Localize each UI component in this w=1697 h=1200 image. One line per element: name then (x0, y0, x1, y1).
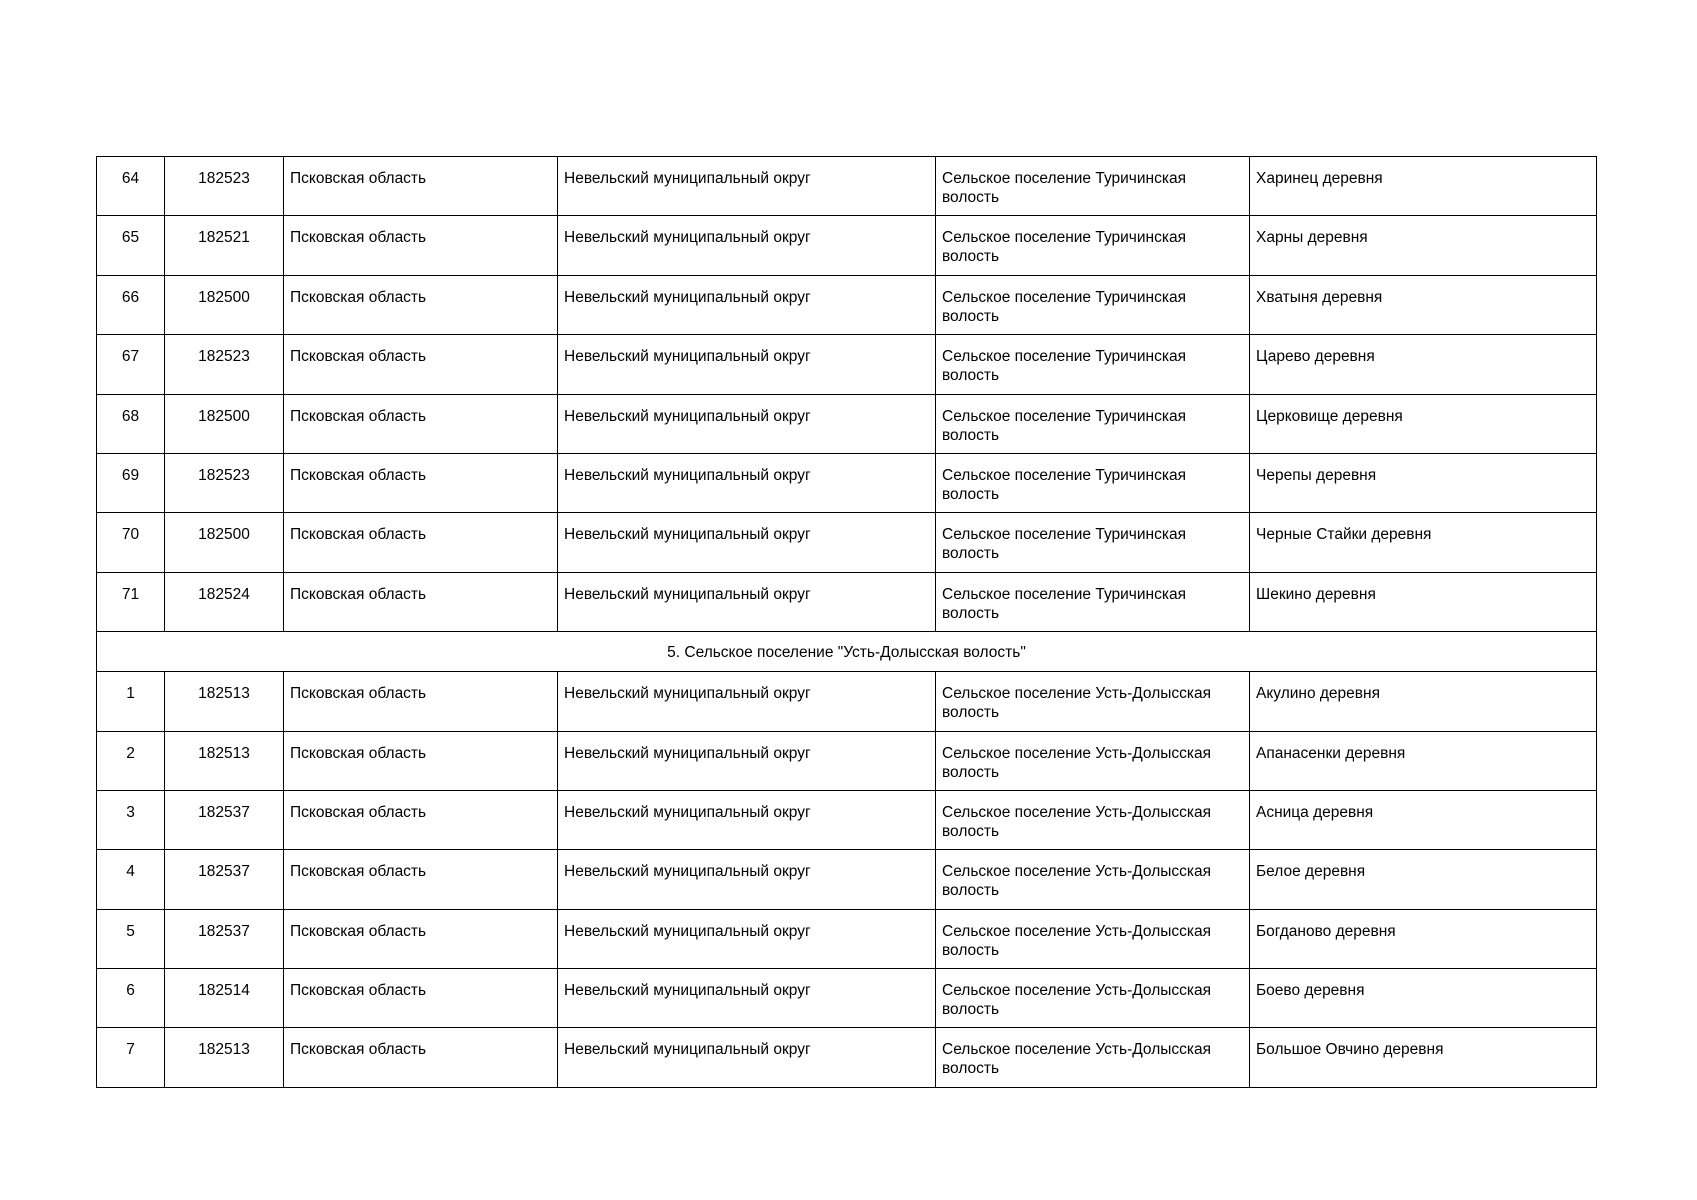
cell-code: 182500 (165, 275, 284, 334)
cell-num: 65 (97, 216, 165, 275)
cell-num: 69 (97, 453, 165, 512)
cell-settlement: Сельское поселение Туричинская волость (936, 335, 1250, 394)
table-row (97, 1028, 1597, 1087)
cell-locality: Харинец деревня (1250, 157, 1597, 216)
cell-code: 182513 (165, 1028, 284, 1087)
cell-region: Псковская область (284, 453, 558, 512)
cell-num: 1 (97, 672, 165, 731)
cell-region: Псковская область (284, 275, 558, 334)
table-body (97, 157, 1597, 1088)
cell-locality: Боево деревня (1250, 969, 1597, 1028)
cell-locality: Хватыня деревня (1250, 275, 1597, 334)
locality-table (96, 156, 1597, 1088)
cell-locality: Черные Стайки деревня (1250, 513, 1597, 572)
cell-district: Невельский муниципальный округ (558, 790, 936, 849)
cell-settlement: Сельское поселение Туричинская волость (936, 216, 1250, 275)
section-heading-row (97, 632, 1597, 672)
cell-district: Невельский муниципальный округ (558, 275, 936, 334)
cell-district: Невельский муниципальный округ (558, 969, 936, 1028)
table-row (97, 572, 1597, 631)
cell-locality: Апанасенки деревня (1250, 731, 1597, 790)
cell-locality: Шекино деревня (1250, 572, 1597, 631)
cell-code: 182537 (165, 909, 284, 968)
cell-settlement: Сельское поселение Усть-Долысская волость (936, 850, 1250, 909)
cell-district: Невельский муниципальный округ (558, 335, 936, 394)
cell-locality: Царево деревня (1250, 335, 1597, 394)
cell-region: Псковская область (284, 335, 558, 394)
cell-settlement: Сельское поселение Усть-Долысская волость (936, 969, 1250, 1028)
cell-code: 182523 (165, 335, 284, 394)
cell-settlement: Сельское поселение Усть-Долысская волость (936, 731, 1250, 790)
cell-locality: Асница деревня (1250, 790, 1597, 849)
cell-settlement: Сельское поселение Туричинская волость (936, 572, 1250, 631)
cell-num: 5 (97, 909, 165, 968)
cell-region: Псковская область (284, 1028, 558, 1087)
cell-locality: Церковище деревня (1250, 394, 1597, 453)
cell-num: 70 (97, 513, 165, 572)
table-row (97, 909, 1597, 968)
cell-settlement: Сельское поселение Усть-Долысская волость (936, 672, 1250, 731)
table-row (97, 335, 1597, 394)
table-row (97, 453, 1597, 512)
table-row (97, 790, 1597, 849)
cell-region: Псковская область (284, 157, 558, 216)
table-row (97, 157, 1597, 216)
table-row (97, 969, 1597, 1028)
cell-region: Псковская область (284, 731, 558, 790)
cell-region: Псковская область (284, 850, 558, 909)
cell-code: 182513 (165, 731, 284, 790)
cell-locality: Богданово деревня (1250, 909, 1597, 968)
table-row (97, 731, 1597, 790)
cell-num: 6 (97, 969, 165, 1028)
cell-district: Невельский муниципальный округ (558, 909, 936, 968)
table-row (97, 275, 1597, 334)
cell-district: Невельский муниципальный округ (558, 572, 936, 631)
cell-district: Невельский муниципальный округ (558, 731, 936, 790)
cell-num: 2 (97, 731, 165, 790)
cell-locality: Черепы деревня (1250, 453, 1597, 512)
cell-region: Псковская область (284, 394, 558, 453)
cell-region: Псковская область (284, 572, 558, 631)
cell-code: 182523 (165, 453, 284, 512)
cell-region: Псковская область (284, 672, 558, 731)
cell-locality: Акулино деревня (1250, 672, 1597, 731)
cell-num: 68 (97, 394, 165, 453)
cell-locality: Харны деревня (1250, 216, 1597, 275)
cell-num: 3 (97, 790, 165, 849)
table-row (97, 394, 1597, 453)
table-row (97, 216, 1597, 275)
cell-settlement: Сельское поселение Туричинская волость (936, 513, 1250, 572)
cell-num: 64 (97, 157, 165, 216)
cell-code: 182500 (165, 513, 284, 572)
cell-code: 182514 (165, 969, 284, 1028)
cell-settlement: Сельское поселение Туричинская волость (936, 275, 1250, 334)
cell-locality: Большое Овчино деревня (1250, 1028, 1597, 1087)
cell-code: 182521 (165, 216, 284, 275)
cell-code: 182513 (165, 672, 284, 731)
cell-region: Псковская область (284, 790, 558, 849)
cell-region: Псковская область (284, 969, 558, 1028)
cell-code: 182537 (165, 850, 284, 909)
cell-num: 71 (97, 572, 165, 631)
cell-district: Невельский муниципальный округ (558, 1028, 936, 1087)
cell-code: 182500 (165, 394, 284, 453)
cell-district: Невельский муниципальный округ (558, 850, 936, 909)
cell-num: 66 (97, 275, 165, 334)
cell-num: 4 (97, 850, 165, 909)
cell-settlement: Сельское поселение Усть-Долысская волость (936, 790, 1250, 849)
cell-code: 182537 (165, 790, 284, 849)
cell-region: Псковская область (284, 513, 558, 572)
cell-settlement: Сельское поселение Туричинская волость (936, 394, 1250, 453)
table-row (97, 672, 1597, 731)
cell-district: Невельский муниципальный округ (558, 513, 936, 572)
cell-district: Невельский муниципальный округ (558, 216, 936, 275)
cell-num: 67 (97, 335, 165, 394)
section-heading: 5. Сельское поселение "Усть-Долысская волость" (97, 632, 1597, 672)
cell-locality: Белое деревня (1250, 850, 1597, 909)
table-row (97, 850, 1597, 909)
cell-district: Невельский муниципальный округ (558, 672, 936, 731)
cell-settlement: Сельское поселение Усть-Долысская волость (936, 909, 1250, 968)
cell-num: 7 (97, 1028, 165, 1087)
cell-code: 182523 (165, 157, 284, 216)
cell-region: Псковская область (284, 216, 558, 275)
cell-district: Невельский муниципальный округ (558, 157, 936, 216)
cell-settlement: Сельское поселение Усть-Долысская волость (936, 1028, 1250, 1087)
cell-region: Псковская область (284, 909, 558, 968)
cell-settlement: Сельское поселение Туричинская волость (936, 157, 1250, 216)
cell-district: Невельский муниципальный округ (558, 453, 936, 512)
table-row (97, 513, 1597, 572)
cell-code: 182524 (165, 572, 284, 631)
cell-settlement: Сельское поселение Туричинская волость (936, 453, 1250, 512)
cell-district: Невельский муниципальный округ (558, 394, 936, 453)
